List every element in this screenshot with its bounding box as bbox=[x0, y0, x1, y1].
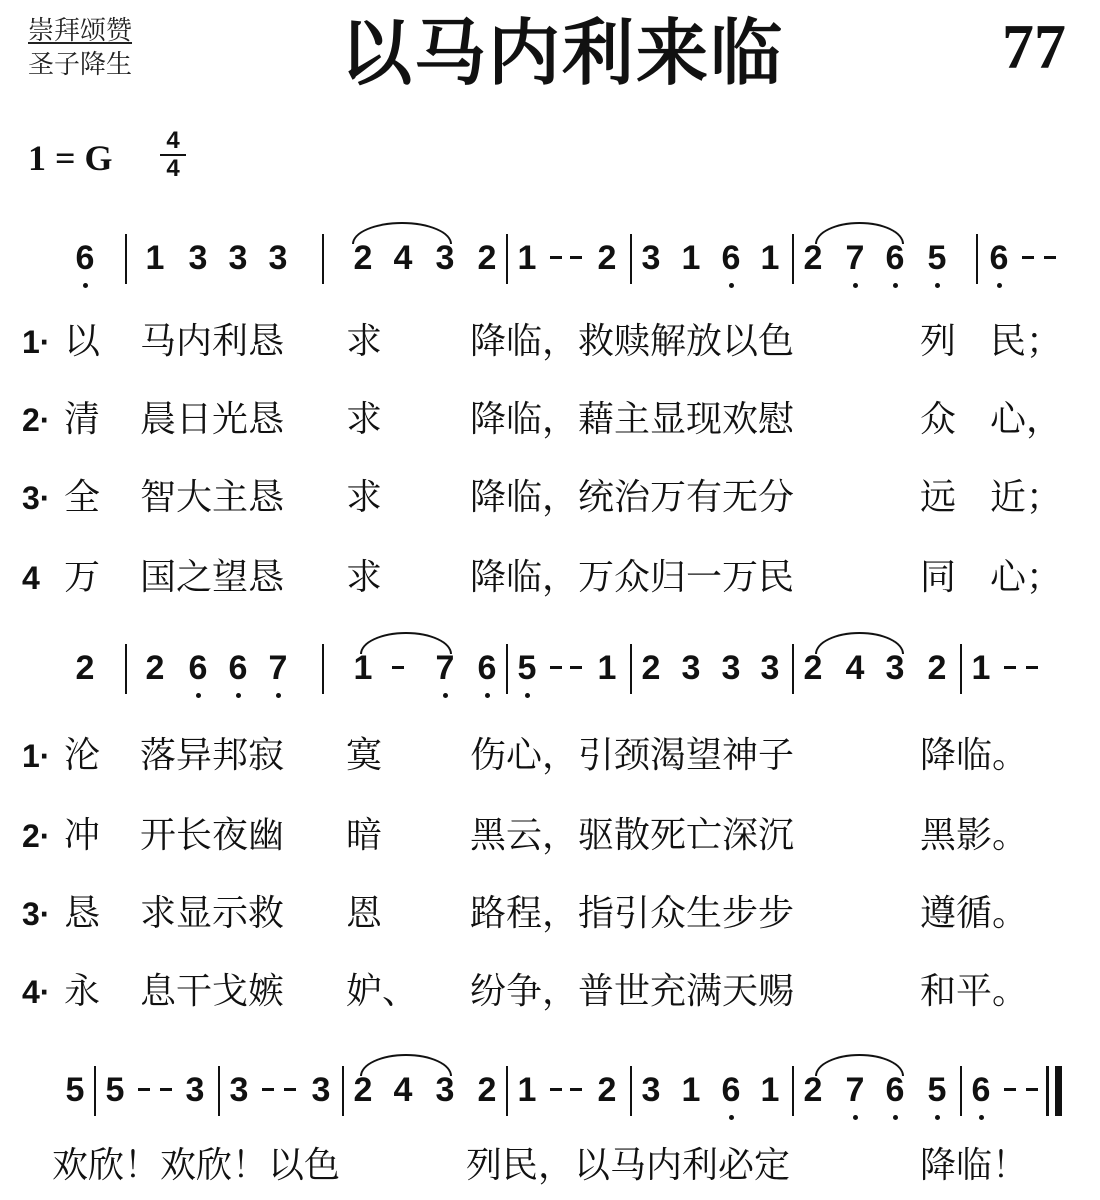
jianpu-note: 7 bbox=[263, 650, 293, 686]
jianpu-note: 7 bbox=[430, 650, 460, 686]
jianpu-note: 1 bbox=[517, 239, 537, 277]
sustain-dash bbox=[550, 256, 562, 259]
lyric-segment: 沦 bbox=[64, 735, 101, 776]
sustain-dash bbox=[284, 1088, 296, 1091]
sustain-dash bbox=[1044, 256, 1056, 259]
hymn-title: 以马内利来临 bbox=[340, 11, 785, 95]
jianpu-note: 1 bbox=[597, 649, 617, 687]
sustain-dash bbox=[138, 1088, 150, 1091]
sustain-dash bbox=[1004, 1088, 1016, 1091]
lyric-segment: 伤心，引颈渴望神子 bbox=[470, 735, 795, 776]
lyric-segment: 降临！ bbox=[920, 1145, 1029, 1186]
lyric-segment: 黑影。 bbox=[920, 815, 1029, 856]
lyric-segment: 全 bbox=[64, 477, 101, 518]
verse-number: 3· bbox=[22, 480, 51, 516]
jianpu-note: 2 bbox=[641, 649, 661, 687]
music-line-1 bbox=[0, 218, 1100, 298]
jianpu-note: 3 bbox=[311, 1071, 331, 1109]
jianpu-note: 5 bbox=[105, 1071, 125, 1109]
jianpu-note: 6 bbox=[183, 650, 213, 686]
lyric-segment: 恳 bbox=[64, 893, 101, 934]
sustain-dash bbox=[550, 666, 562, 669]
jianpu-note: 3 bbox=[228, 239, 248, 277]
jianpu-note: 6 bbox=[880, 240, 910, 276]
lyric-segment: 求 bbox=[346, 557, 383, 598]
lyric-segment: 纷争，普世充满天赐 bbox=[470, 971, 795, 1012]
lyric-segment: 黑云，驱散死亡深沉 bbox=[470, 815, 795, 856]
lyric-segment: 远 bbox=[920, 477, 957, 518]
lyric-segment: 恩 bbox=[346, 893, 383, 934]
jianpu-note: 1 bbox=[971, 649, 991, 687]
jianpu-note: 3 bbox=[641, 1071, 661, 1109]
key-signature: 1 = G bbox=[28, 138, 113, 178]
lyric-segment: 万 bbox=[64, 557, 101, 598]
jianpu-note: 2 bbox=[145, 649, 165, 687]
hymn-number: 77 bbox=[1002, 11, 1066, 82]
jianpu-note: 6 bbox=[716, 1072, 746, 1108]
jianpu-note: 6 bbox=[716, 240, 746, 276]
verse-1-lyrics-b bbox=[0, 726, 1100, 786]
sustain-dash bbox=[1026, 1088, 1038, 1091]
final-barline bbox=[1055, 1066, 1062, 1116]
jianpu-note: 1 bbox=[353, 649, 373, 687]
lyric-segment: 息干戈嫉 bbox=[140, 971, 285, 1012]
verse-3-lyrics-b bbox=[0, 884, 1100, 944]
jianpu-note: 6 bbox=[966, 1072, 996, 1108]
barline bbox=[125, 234, 127, 284]
jianpu-note: 2 bbox=[477, 239, 497, 277]
sustain-dash bbox=[550, 1088, 562, 1091]
lyric-segment: 冲 bbox=[64, 815, 101, 856]
verse-number: 2· bbox=[22, 402, 51, 438]
lyric-segment: 晨日光恳 bbox=[140, 399, 285, 440]
jianpu-note: 2 bbox=[353, 239, 373, 277]
lyric-segment: 近； bbox=[990, 477, 1063, 518]
lyric-segment: 列 bbox=[920, 321, 957, 362]
barline bbox=[960, 1066, 962, 1116]
jianpu-note: 6 bbox=[880, 1072, 910, 1108]
jianpu-note: 6 bbox=[472, 650, 502, 686]
verse-number: 4 bbox=[22, 560, 40, 596]
jianpu-note: 4 bbox=[393, 239, 413, 277]
barline bbox=[506, 234, 508, 284]
lyric-segment: 求显示救 bbox=[140, 893, 285, 934]
lyric-segment: 求 bbox=[346, 321, 383, 362]
sustain-dash bbox=[1004, 666, 1016, 669]
jianpu-note: 3 bbox=[885, 649, 905, 687]
sustain-dash bbox=[160, 1088, 172, 1091]
sustain-dash bbox=[570, 1088, 582, 1091]
barline bbox=[342, 1066, 344, 1116]
jianpu-note: 5 bbox=[65, 1071, 85, 1109]
jianpu-note: 3 bbox=[681, 649, 701, 687]
lyric-segment: 妒、 bbox=[346, 971, 419, 1012]
barline bbox=[630, 1066, 632, 1116]
verse-number: 3· bbox=[22, 896, 51, 932]
lyric-segment: 降临，统治万有无分 bbox=[470, 477, 795, 518]
jianpu-note: 2 bbox=[75, 649, 95, 687]
lyric-segment: 永 bbox=[64, 971, 101, 1012]
lyric-segment: 开长夜幽 bbox=[140, 815, 285, 856]
verse-number: 2· bbox=[22, 818, 51, 854]
barline bbox=[792, 644, 794, 694]
sustain-dash bbox=[570, 666, 582, 669]
verse-number: 1· bbox=[22, 738, 51, 774]
barline bbox=[792, 234, 794, 284]
jianpu-note: 1 bbox=[681, 239, 701, 277]
verse-number: 1· bbox=[22, 324, 51, 360]
lyric-segment: 列民，以马内利必定 bbox=[466, 1145, 791, 1186]
jianpu-note: 7 bbox=[840, 240, 870, 276]
category-bottom: 圣子降生 bbox=[28, 50, 133, 80]
barline bbox=[976, 234, 978, 284]
lyric-segment: 暗 bbox=[346, 815, 383, 856]
verse-2-lyrics-b bbox=[0, 806, 1100, 866]
barline bbox=[322, 644, 324, 694]
barline bbox=[630, 234, 632, 284]
jianpu-note: 2 bbox=[597, 1071, 617, 1109]
barline bbox=[322, 234, 324, 284]
lyric-segment: 清 bbox=[64, 399, 101, 440]
jianpu-note: 5 bbox=[922, 1072, 952, 1108]
barline bbox=[506, 1066, 508, 1116]
lyric-segment: 众 bbox=[920, 399, 957, 440]
sustain-dash bbox=[1026, 666, 1038, 669]
verse-1-lyrics-a bbox=[0, 312, 1100, 372]
jianpu-note: 6 bbox=[70, 240, 100, 276]
barline bbox=[125, 644, 127, 694]
barline bbox=[218, 1066, 220, 1116]
verse-4-lyrics-b bbox=[0, 962, 1100, 1022]
lyric-segment: 马内利恳 bbox=[140, 321, 285, 362]
lyric-segment: 寞 bbox=[346, 735, 383, 776]
lyric-segment: 求 bbox=[346, 477, 383, 518]
barline bbox=[960, 644, 962, 694]
lyric-segment: 同 bbox=[920, 557, 957, 598]
jianpu-note: 6 bbox=[984, 240, 1014, 276]
sustain-dash bbox=[570, 256, 582, 259]
jianpu-note: 3 bbox=[760, 649, 780, 687]
lyric-segment: 降临，藉主显现欢慰 bbox=[470, 399, 795, 440]
category-top: 崇拜颂赞 bbox=[28, 16, 133, 46]
jianpu-note: 3 bbox=[188, 239, 208, 277]
lyric-segment: 降临，救赎解放以色 bbox=[470, 321, 795, 362]
refrain-lyrics bbox=[0, 1136, 1100, 1196]
music-line-2 bbox=[0, 628, 1100, 708]
jianpu-note: 5 bbox=[512, 650, 542, 686]
verse-number: 4· bbox=[22, 974, 51, 1010]
jianpu-note: 2 bbox=[803, 1071, 823, 1109]
barline bbox=[506, 644, 508, 694]
jianpu-note: 5 bbox=[922, 240, 952, 276]
time-signature-top: 4 bbox=[160, 128, 186, 156]
sustain-dash bbox=[262, 1088, 274, 1091]
barline bbox=[792, 1066, 794, 1116]
jianpu-note: 4 bbox=[845, 649, 865, 687]
barline bbox=[94, 1066, 96, 1116]
lyric-segment: 和平。 bbox=[920, 971, 1029, 1012]
lyric-segment: 以 bbox=[64, 321, 101, 362]
lyric-segment: 落异邦寂 bbox=[140, 735, 285, 776]
time-signature bbox=[160, 128, 186, 182]
jianpu-note: 3 bbox=[721, 649, 741, 687]
jianpu-note: 7 bbox=[840, 1072, 870, 1108]
jianpu-note: 2 bbox=[803, 239, 823, 277]
verse-4-lyrics-a bbox=[0, 548, 1100, 608]
jianpu-note: 1 bbox=[760, 1071, 780, 1109]
jianpu-note: 2 bbox=[927, 649, 947, 687]
jianpu-note: 6 bbox=[223, 650, 253, 686]
jianpu-note: 3 bbox=[641, 239, 661, 277]
lyric-segment: 路程，指引众生步步 bbox=[470, 893, 795, 934]
jianpu-note: 3 bbox=[435, 1071, 455, 1109]
barline bbox=[630, 644, 632, 694]
jianpu-note: 4 bbox=[393, 1071, 413, 1109]
jianpu-note: 2 bbox=[803, 649, 823, 687]
music-line-3 bbox=[0, 1050, 1100, 1130]
lyric-segment: 遵循。 bbox=[920, 893, 1029, 934]
jianpu-note: 3 bbox=[435, 239, 455, 277]
lyric-segment: 国之望恳 bbox=[140, 557, 285, 598]
time-signature-bottom: 4 bbox=[166, 155, 180, 182]
sustain-dash bbox=[1022, 256, 1034, 259]
lyric-segment: 智大主恳 bbox=[140, 477, 285, 518]
lyric-segment: 心， bbox=[990, 399, 1063, 440]
lyric-segment: 求 bbox=[346, 399, 383, 440]
jianpu-note: 2 bbox=[597, 239, 617, 277]
jianpu-note: 2 bbox=[353, 1071, 373, 1109]
lyric-segment: 民； bbox=[990, 321, 1063, 362]
jianpu-note: 3 bbox=[185, 1071, 205, 1109]
sustain-dash bbox=[392, 666, 404, 669]
jianpu-note: 2 bbox=[477, 1071, 497, 1109]
verse-2-lyrics-a bbox=[0, 390, 1100, 450]
jianpu-note: 3 bbox=[268, 239, 288, 277]
lyric-segment: 欢欣！欢欣！以色 bbox=[52, 1145, 341, 1186]
lyric-segment: 心； bbox=[990, 557, 1063, 598]
jianpu-note: 1 bbox=[760, 239, 780, 277]
jianpu-note: 3 bbox=[229, 1071, 249, 1109]
jianpu-note: 1 bbox=[145, 239, 165, 277]
jianpu-note: 1 bbox=[681, 1071, 701, 1109]
lyric-segment: 降临，万众归一万民 bbox=[470, 557, 795, 598]
jianpu-note: 1 bbox=[517, 1071, 537, 1109]
verse-3-lyrics-a bbox=[0, 468, 1100, 528]
barline bbox=[1046, 1066, 1049, 1116]
lyric-segment: 降临。 bbox=[920, 735, 1029, 776]
